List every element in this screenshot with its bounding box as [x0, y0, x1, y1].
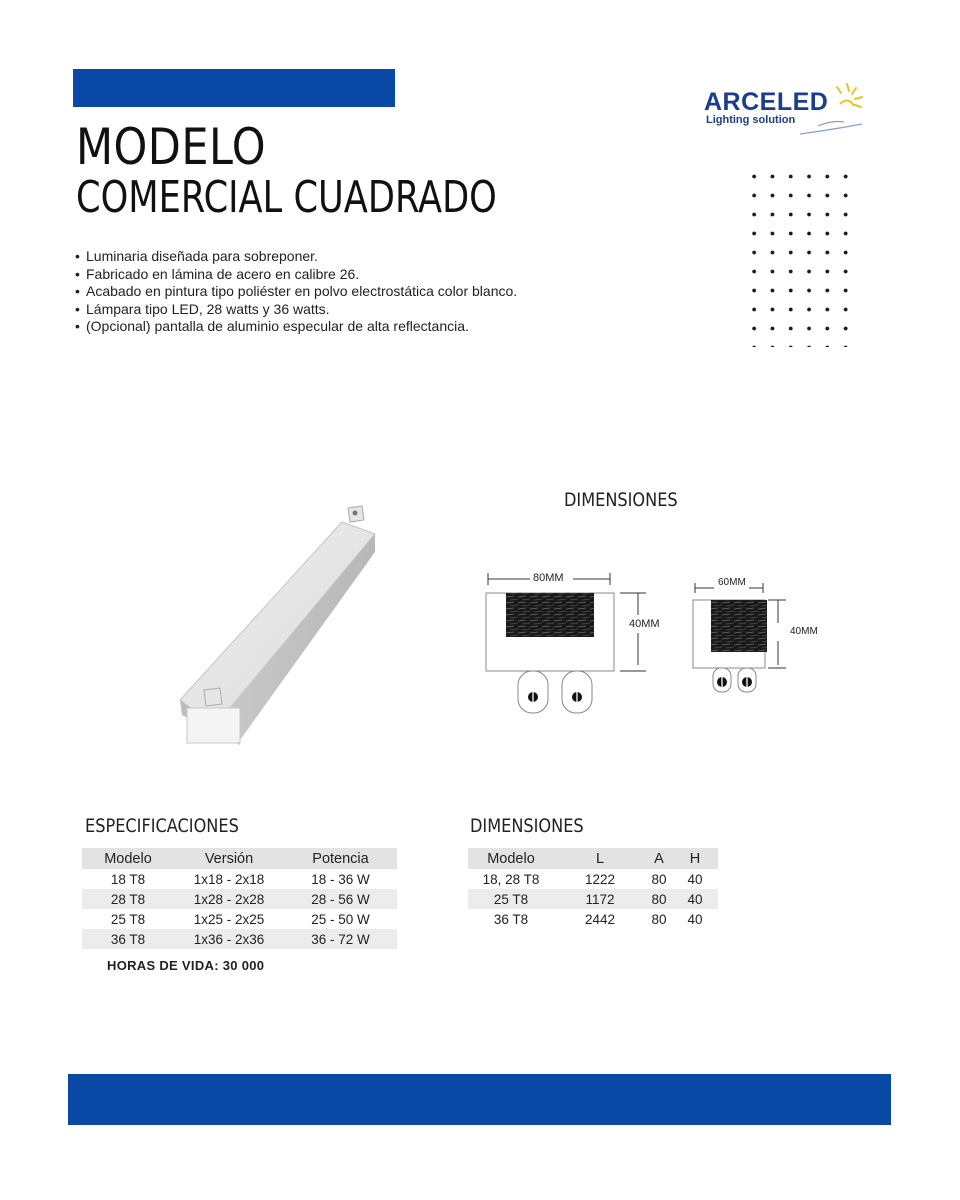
luminaire-image	[170, 500, 385, 750]
table-cell: 36 T8	[82, 929, 174, 949]
specifications-table	[82, 848, 397, 949]
table-cell: 1x28 - 2x28	[174, 889, 284, 909]
table-cell: 36 T8	[493, 911, 529, 927]
feature-list	[75, 248, 551, 336]
title-line-1: MODELO	[76, 118, 267, 176]
table-cell: 2442	[584, 911, 616, 927]
table-cell: 36 - 72 W	[284, 929, 397, 949]
table-row	[468, 869, 718, 889]
large-height-label: 40MM	[629, 618, 660, 630]
brand-tagline: Lighting solution	[706, 114, 796, 126]
table-cell: 1x18 - 2x18	[193, 871, 265, 887]
table-row	[82, 889, 397, 909]
column-header: Versión	[174, 848, 284, 869]
table-row	[82, 929, 397, 949]
feature-item: • Lámpara tipo LED, 28 watts y 36 watts.	[75, 301, 551, 319]
table-cell: 25 - 50 W	[311, 911, 370, 927]
column-header: Potencia	[284, 848, 397, 869]
dimensions-table-title: DIMENSIONES	[470, 815, 584, 837]
table-cell: 25 T8	[110, 911, 146, 927]
feature-item: • Fabricado en lámina de acero en calibre 26.	[75, 266, 551, 284]
feature-item: • Luminaria diseñada para sobreponer.	[75, 248, 551, 266]
table-header-row	[468, 848, 718, 869]
bottom-accent-bar	[68, 1074, 891, 1125]
table-cell: 18, 28 T8	[482, 871, 540, 887]
table-cell: 28 - 56 W	[284, 889, 397, 909]
column-header: H	[672, 848, 718, 869]
column-header: A	[646, 848, 672, 869]
specifications-title: ESPECIFICACIONES	[85, 815, 239, 837]
table-cell: 28 T8	[82, 889, 174, 909]
dimensions-table	[468, 848, 718, 929]
table-cell: 80	[651, 871, 667, 887]
brand-logo	[700, 82, 865, 142]
brand-name: ARCELED	[704, 88, 829, 116]
table-cell: 80	[651, 911, 667, 927]
feature-item-text: Acabado en pintura tipo poliéster en polvo electrostática color blanco.	[86, 283, 518, 299]
table-cell: 80	[646, 889, 672, 909]
feature-item: • (Opcional) pantalla de aluminio especular de alta reflectancia.	[75, 318, 551, 336]
column-header: Modelo	[468, 848, 554, 869]
table-cell: 1172	[554, 889, 646, 909]
lifetime-label: HORAS DE VIDA:	[107, 958, 219, 973]
table-cell: 25 T8	[468, 889, 554, 909]
sun-hand-icon	[700, 82, 865, 142]
lifetime-value: 30 000	[222, 958, 265, 973]
column-header: L	[554, 848, 646, 869]
table-cell: 40	[672, 889, 718, 909]
table-cell: 1222	[584, 871, 616, 887]
large-width-label: 80MM	[533, 572, 564, 584]
title-line-2: COMERCIAL CUADRADO	[76, 172, 497, 223]
dot-grid-decoration	[745, 167, 850, 347]
feature-item	[75, 283, 551, 301]
small-height-label: 40MM	[790, 626, 818, 637]
table-row	[82, 909, 397, 929]
lifetime-hours	[107, 958, 264, 973]
small-width-label: 60MM	[718, 577, 746, 588]
table-cell: 1x36 - 2x36	[174, 929, 284, 949]
column-header: Modelo	[82, 848, 174, 869]
table-cell: 40	[687, 871, 703, 887]
diagram-drawing	[470, 565, 830, 725]
table-cell: 40	[687, 911, 703, 927]
table-row	[468, 889, 718, 909]
table-header-row	[82, 848, 397, 869]
table-cell: 18 - 36 W	[311, 871, 370, 887]
top-accent-bar	[73, 69, 395, 107]
table-row	[82, 869, 397, 889]
table-cell: 18 T8	[110, 871, 146, 887]
cross-section-diagrams	[470, 565, 830, 725]
table-cell: 1x25 - 2x25	[193, 911, 265, 927]
table-row	[468, 909, 718, 929]
dimensions-diagram-heading: DIMENSIONES	[564, 489, 678, 511]
